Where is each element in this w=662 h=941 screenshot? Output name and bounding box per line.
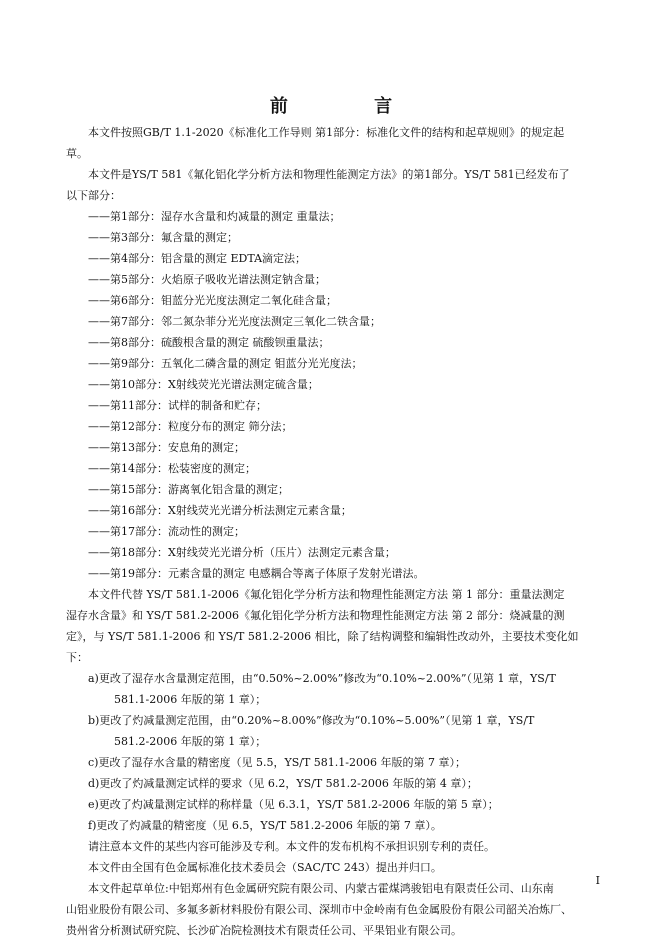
drafting-units-line: 贵州省分析测试研究院、长沙矿冶院检测技术有限责任公司、平果铝业有限公司。	[66, 924, 462, 937]
part-list-item: ——第12部分：粒度分布的测定 筛分法；	[88, 420, 293, 433]
change-item-a-cont: 581.1-2006 年版的第 1 章）；	[114, 693, 267, 706]
change-item-c: c)更改了湿存水含量的精密度（见 5.5，YS/T 581.1-2006 年版的第 7 章）；	[88, 756, 466, 769]
change-item-e: e)更改了灼减量测定试样的称样量（见 6.3.1，YS/T 581.2-2006 年版的第 5 章）；	[88, 798, 499, 811]
drafting-units: 本文件起草单位:中铝郑州有色金属研究院有限公司、内蒙古霍煤鸿骏铝电有限责任公司、山东南	[88, 882, 554, 895]
part-list-item: ——第15部分：游离氧化铝含量的测定；	[88, 483, 289, 496]
part-list-item: ——第17部分：流动性的测定；	[88, 525, 245, 538]
part-list-item: ——第10部分：X射线荧光光谱法测定硫含量；	[88, 378, 319, 391]
part-list-item: ——第14部分：松装密度的测定；	[88, 462, 256, 475]
replacement-paragraph: 本文件代替 YS/T 581.1-2006《氟化铝化学分析方法和物理性能测定方法 第 1 部分：重量法测定	[88, 588, 565, 601]
part-list-item: ——第6部分：钼蓝分光光度法测定二氧化硅含量；	[88, 294, 337, 307]
page-number: I	[595, 874, 600, 887]
part-list-item: ——第4部分：铝含量的测定 EDTA滴定法；	[88, 252, 307, 265]
part-list-item: ——第11部分：试样的制备和贮存；	[88, 399, 267, 412]
change-item-a: a)更改了湿存水含量测定范围，由“0.50%~2.00%”修改为“0.10%~2.00%”（见第 1 章，YS/T	[88, 672, 556, 685]
change-item-b: b)更改了灼减量测定范围，由“0.20%~8.00%”修改为“0.10%~5.00%”（见第 1 章，YS/T	[88, 714, 535, 727]
part-list-item: ——第7部分：邻二氮杂菲分光光度法测定三氧化二铁含量；	[88, 315, 381, 328]
part-list-item: ——第13部分：安息角的测定；	[88, 441, 245, 454]
change-item-d: d)更改了灼减量测定试样的要求（见 6.2，YS/T 581.2-2006 年版的第 4 章）；	[88, 777, 478, 790]
foreword-body	[66, 122, 604, 941]
replacement-paragraph-line: 湿存水含量》和 YS/T 581.2-2006《氟化铝化学分析方法和物理性能测定方法 第 2 部分：烧减量的测	[66, 609, 565, 622]
part-list-item: ——第8部分：硫酸根含量的测定 硫酸钡重量法；	[88, 336, 330, 349]
part-list-item: ——第1部分：湿存水含量和灼减量的测定 重量法；	[88, 210, 341, 223]
intro-paragraph-2-cont: 以下部分：	[66, 189, 121, 202]
part-list-item: ——第5部分：火焰原子吸收光谱法测定钠含量；	[88, 273, 326, 286]
part-list-item: ——第9部分：五氧化二磷含量的测定 钼蓝分光光度法；	[88, 357, 363, 370]
part-list-item: ——第3部分：氟含量的测定；	[88, 231, 238, 244]
page-title: 前 言	[269, 96, 433, 117]
part-list-item: ——第16部分：X射线荧光光谱分析法测定元素含量；	[88, 504, 352, 517]
drafting-units-line: 山铝业股份有限公司、多氟多新材料股份有限公司、深圳市中金岭南有色金属股份有限公司韶关冶炼厂、	[66, 903, 572, 916]
proposed-by: 本文件由全国有色金属标准化技术委员会（SAC/TC 243）提出并归口。	[88, 861, 442, 874]
intro-paragraph-2: 本文件是YS/T 581《氟化铝化学分析方法和物理性能测定方法》的第1部分。YS/T 581已经发布了	[88, 168, 570, 181]
intro-paragraph-1-cont: 草。	[66, 147, 88, 160]
replacement-paragraph-line: 下：	[66, 651, 88, 664]
part-list-item: ——第19部分：元素含量的测定 电感耦合等离子体原子发射光谱法。	[88, 567, 425, 580]
change-item-b-cont: 581.2-2006 年版的第 1 章）；	[114, 735, 267, 748]
part-list-item: ——第18部分：X射线荧光光谱分析（压片）法测定元素含量；	[88, 546, 396, 559]
replacement-paragraph-line: 定》，与 YS/T 581.1-2006 和 YS/T 581.2-2006 相比，除了结构调整和编辑性改动外，主要技术变化如	[66, 630, 579, 643]
change-item-f: f)更改了灼减量的精密度（见 6.5，YS/T 581.2-2006 年版的第 7 章）。	[88, 819, 442, 832]
intro-paragraph-1: 本文件按照GB/T 1.1-2020《标准化工作导则 第1部分：标准化文件的结构和起草规则》的规定起	[88, 126, 565, 139]
patent-note: 请注意本文件的某些内容可能涉及专利。本文件的发布机构不承担识别专利的责任。	[88, 840, 495, 853]
